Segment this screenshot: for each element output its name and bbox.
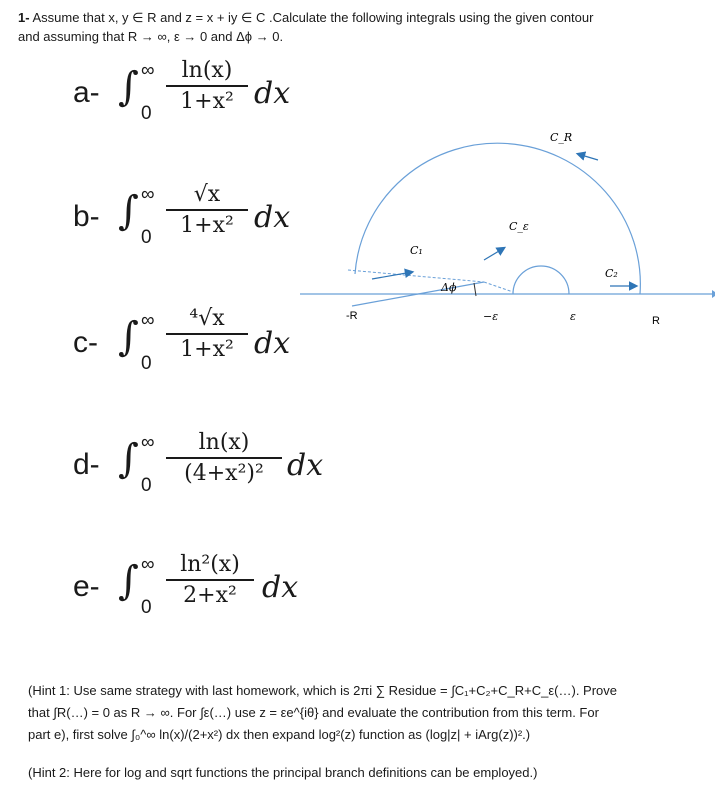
problem-label: c- (73, 326, 98, 359)
dashed-segment (484, 282, 513, 292)
upper-limit: ∞ (141, 184, 155, 205)
fraction (166, 552, 254, 608)
label-c2: C₂ (605, 267, 618, 280)
statement-line-2: and assuming that R → ∞, ε → 0 and Δϕ → 0. (18, 29, 284, 44)
differential: dx (287, 448, 324, 483)
label-cr: C_R (550, 131, 573, 144)
differential: dx (254, 200, 291, 235)
contour-diagram (300, 120, 715, 340)
fraction (166, 430, 282, 486)
problem-label: a- (73, 76, 100, 109)
upper-limit: ∞ (141, 60, 155, 81)
lower-limit: 0 (141, 103, 152, 124)
ceps-arc (513, 266, 569, 294)
numerator: ⁴√x (189, 306, 225, 331)
denominator: 1+x² (166, 209, 248, 238)
denominator: 2+x² (166, 579, 254, 608)
lower-limit: 0 (141, 353, 152, 374)
numerator: √x (193, 182, 221, 207)
lower-limit: 0 (141, 475, 152, 496)
label-eps: ε (570, 310, 576, 323)
label-c1: C₁ (410, 244, 423, 257)
numerator: ln(x) (181, 58, 233, 83)
lower-limit: 0 (141, 597, 152, 618)
hint-2: (Hint 2: Here for log and sqrt functions the principal branch definitions can be employed.) (28, 765, 538, 780)
upper-limit: ∞ (141, 432, 155, 453)
fraction (166, 182, 248, 238)
upper-limit: ∞ (141, 310, 155, 331)
problem-label: d- (73, 448, 100, 481)
fraction (166, 58, 248, 114)
differential: dx (254, 76, 291, 111)
denominator: 1+x² (166, 85, 248, 114)
lower-limit: 0 (141, 227, 152, 248)
integral-sign: ∫ (118, 64, 139, 110)
integral-sign: ∫ (118, 188, 139, 234)
hint-1 (28, 680, 708, 746)
differential: dx (254, 326, 291, 361)
ceps-direction-arrow (484, 248, 504, 260)
label-minus-r: -R (346, 310, 358, 322)
upper-limit: ∞ (141, 554, 155, 575)
fraction (166, 306, 248, 362)
problem-label: b- (73, 200, 100, 233)
hint-1-line-c: part e), first solve ∫₀^∞ ln(x)/(2+x²) dx then expand log²(z) function as (log|z| + iArg(z))².) (28, 727, 531, 742)
differential: dx (262, 570, 299, 605)
integral-sign: ∫ (118, 558, 139, 604)
numerator: ln(x) (198, 430, 250, 455)
cr-arc (355, 143, 640, 294)
cr-direction-arrow (578, 154, 598, 160)
problem-label: e- (73, 570, 100, 603)
problem-statement (18, 8, 708, 46)
integral-sign: ∫ (118, 436, 139, 482)
integral-sign: ∫ (118, 314, 139, 360)
hint-1-line-a: (Hint 1: Use same strategy with last homework, which is 2πi ∑ Residue = ∫C₁+C₂+C_R+C_ε(…). Prove (28, 683, 618, 698)
denominator: 1+x² (166, 333, 248, 362)
dashed-ray-upper (348, 270, 484, 282)
label-dphi: Δϕ (441, 281, 457, 294)
label-ceps: C_ε (509, 220, 529, 233)
numerator: ln²(x) (180, 552, 240, 577)
denominator: (4+x²)² (166, 457, 282, 486)
label-r: R (652, 315, 660, 327)
statement-line-1: 1- Assume that x, y ∈ R and z = x + iy ∈ C .Calculate the following integrals using the given contour (18, 10, 594, 25)
hint-1-line-b: that ∫R(…) = 0 as R → ∞. For ∫ε(…) use z = εe^{iθ} and evaluate the contribution from this term. For (28, 705, 599, 720)
label-minus-eps: −ε (483, 310, 499, 323)
axis-arrowhead (712, 290, 715, 298)
